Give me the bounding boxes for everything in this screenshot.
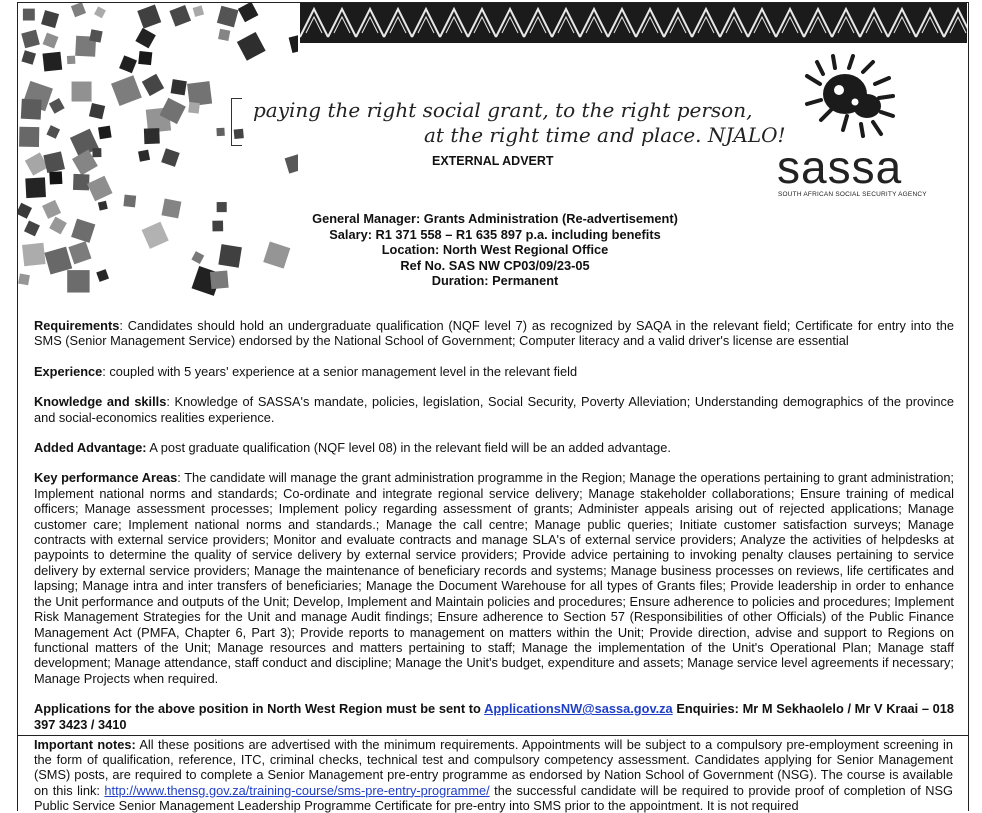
experience-paragraph [34,364,954,379]
mosaic-tile [49,171,62,184]
mosaic-tile [289,34,298,53]
important-notes [17,735,969,811]
applications-email-link[interactable]: ApplicationsNW@sassa.gov.za [484,701,673,717]
mosaic-tile [94,6,106,18]
position-title: General Manager: Grants Administration (Re-advertisement) [312,211,678,226]
mosaic-tile [73,174,89,190]
mosaic-tile [135,28,155,48]
mosaic-tile [21,30,40,49]
tagline-line-1: paying the right social grant, to the right person, [253,98,753,122]
kpa-text: : The candidate will manage the grant administration programme in the Region; Manage the operations pertaining to grant administration; Implement national norms and standards; Co-ordinate and integrate regional service delivery; Manage stakeholder collaborations; Ensure training of medical officers; Manage assessment processes; Implement policy regarding assessment of grants; Administer appeals arising out of rejected applications; Manage customer care; Implement national norms and standards.; Manage the call centre; Manage public queries; Initiate customer satisfaction surveys; Manage contracts with external service providers; Monitor and evaluate contracts and manage SLA's of external service providers; Analyze the activities of helpdesks at paypoints to determine the quality of service delivery by external service providers; Provide advice pertaining to invoking penalty clauses pertaining to service delivery by external service providers; Manage the maintenance of beneficiary records and systems; Manage business processes on reviews, life certificates and lapsing; Manage intra and inter transfers of beneficiaries; Manage the Document Warehouse for all types of Grants files; Provide leadership in order to enhance the Unit performance and outputs of the Unit; Develop, Implement and Maintain policies and procedures; Ensure adherence to policies and procedures; Implement Risk Management Strategies for the Unit and manage Audit findings; Ensure adherence to Section 57 (Responsibilities of other Officials) of the Public Finance Management Act (PMFA, Chapter 6, Part 3); Provide reports to management on matters within the Unit; Provide direction, advise and support to Regions on functional matters of the Unit; Manage resources and matters pertaining to staff; Manage the implementation of the Unit's Operational Plan; Manage staff development; Manage attendance, staff conduct and discipline; Manage the Unit's budget, expenditure and assets; Manage service level agreements if necessary; Manage Projects when required. [34,470,954,686]
nsg-course-link[interactable]: http://www.thensg.gov.za/training-course/sms-pre-entry-programme/ [104,782,490,798]
position-salary: Salary: R1 371 558 – R1 635 897 p.a. including benefits [329,226,661,242]
mosaic-tile [137,5,161,29]
mosaic-tile [111,75,142,106]
mosaic-tile [238,3,259,22]
mosaic-tile [92,148,101,157]
tagline-line-2: at the right time and place. NJALO! [424,123,786,147]
mosaic-tile [161,148,180,167]
mosaic-tile [19,127,39,147]
mosaic-tile [67,56,76,65]
mosaic-tile [98,126,112,140]
mosaic-tile [138,51,152,65]
mosaic-tile [25,177,46,198]
mosaic-tile [237,32,266,61]
enquiries-text: Enquiries: Mr M Sekhaolelo / Mr V Kraai – 018 397 3423 / 3410 [34,701,955,732]
mosaic-tile [98,201,108,211]
decorative-banner [300,3,967,43]
mosaic-tile [89,29,102,42]
notes-label: Important notes: [34,737,136,752]
mosaic-tile [144,128,160,144]
advantage-label: Added Advantage: [34,440,147,456]
mosaic-tile [43,33,59,49]
advantage-text: A post graduate qualification (NQF level 08) in the relevant field will be an added advantage. [146,440,671,456]
mosaic-tile [42,52,62,72]
mosaic-tile [169,5,191,27]
experience-label: Experience [34,363,103,379]
mosaic-tile [87,176,113,202]
knowledge-paragraph [34,394,954,425]
mosaic-tile [41,10,59,28]
knowledge-label: Knowledge and skills [34,394,167,410]
mosaic-tile [23,9,35,21]
mosaic-tile [188,102,200,114]
mosaic-tile [89,103,105,119]
notes-text-1: All these positions are advertised with the minimum requirements. Appointments will be subject to a compulsory pre-employment screening in the form of qualification, reference, ITC, criminal checks, technical test and compulsory competency assessment. Candidates applying for Senior Management (SMS) posts, are required to complete a Senior Management pre-entry programme as endorsed by Nation School of Government (NSG). The course is available on this link: [34,737,953,798]
requirements-label: Requirements [34,318,120,333]
logo-subtitle: SOUTH AFRICAN SOCIAL SECURITY AGENCY [778,191,927,198]
mosaic-tile [217,6,239,28]
mosaic-tile [138,150,150,162]
requirements-text: : Candidates should hold an undergraduate qualification (NQF level 7) as recognized by SAQA in the relevant field; Certificate for entry into the SMS (Senior Management Service) endorsed by the National School of Government; Computer literacy and a valid driver's license are essential [34,318,954,349]
requirements-paragraph [34,318,954,349]
mosaic-tile [216,128,224,136]
mosaic-tile [49,98,65,114]
mosaic-tile [46,125,60,139]
mosaic-tile [21,99,42,120]
mosaic-tile [123,195,136,208]
advantage-paragraph [34,440,954,455]
mosaic-tile [119,55,137,73]
tagline [235,98,786,148]
experience-text: : coupled with 5 years' experience at a senior management level in the relevant field [102,363,578,379]
advert-body [34,318,954,747]
mosaic-tile [218,29,230,41]
mosaic-tile [171,79,187,95]
mosaic-tile [71,3,86,17]
position-location: Location: North West Regional Office [381,242,609,258]
applications-paragraph [34,701,954,732]
advert-type: EXTERNAL ADVERT [432,154,554,168]
applications-text: Applications for the above position in North West Region must be sent to [34,701,485,717]
mosaic-tile [43,151,65,173]
mosaic-tile [193,5,204,16]
mosaic-tile [72,82,92,102]
mosaic-tile [21,50,36,65]
kpa-label: Key performance Areas [34,470,178,486]
position-ref: Ref No. SAS NW CP03/09/23-05 [400,257,590,273]
logo-wordmark: sassa [777,141,903,193]
mosaic-tile [142,74,164,96]
mosaic-tile [285,154,298,174]
notes-text-2: the successful candidate will be required to provide proof of completion of NSG Public Service Senior Management Leadership Programme Certificate for pre-entry into SMS prior to the appointment. It is not required [34,782,953,813]
knowledge-text: : Knowledge of SASSA's mandate, policies, legislation, Social Security, Poverty Alleviation; Understanding demographics of the province and social-economics realities experience. [34,394,954,425]
kpa-paragraph [34,470,954,686]
position-duration: Duration: Permanent [431,273,559,289]
position-header [0,211,982,289]
